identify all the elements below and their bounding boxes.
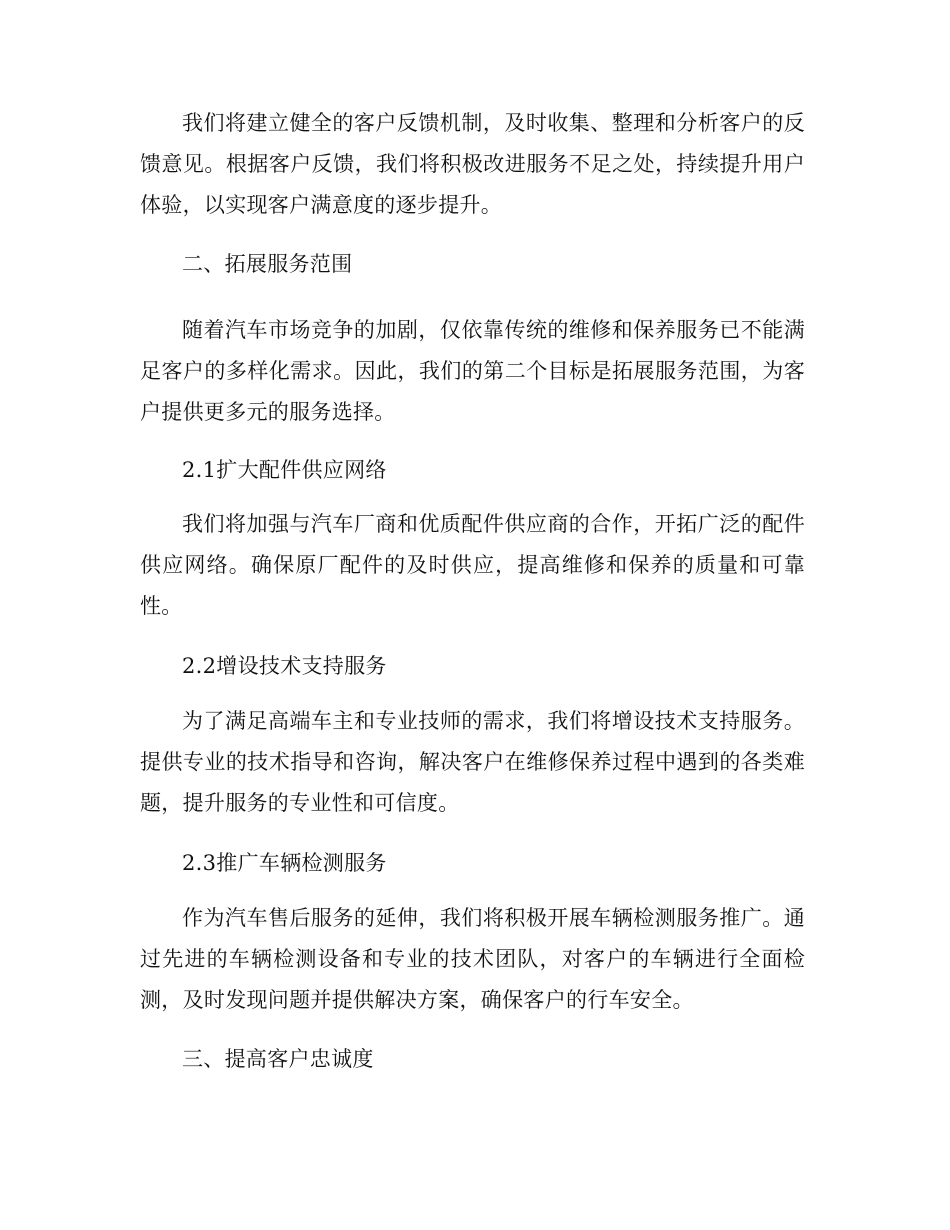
paragraph-parts-network: 我们将加强与汽车厂商和优质配件供应商的合作，开拓广泛的配件供应网络。确保原厂配件的及时供应，提高维修和保养的质量和可靠性。 (140, 512, 805, 618)
subsection-heading-vehicle-inspection: 2.3推广车辆检测服务 (182, 851, 387, 875)
paragraph-vehicle-inspection: 作为汽车售后服务的延伸，我们将积极开展车辆检测服务推广。通过先进的车辆检测设备和专业的技术团队，对客户的车辆进行全面检测，及时发现问题并提供解决方案，确保客户的行车安全。 (140, 906, 805, 1012)
section-heading-expand-services: 二、拓展服务范围 (182, 252, 353, 276)
subsection-heading-tech-support: 2.2增设技术支持服务 (182, 654, 387, 678)
paragraph-tech-support: 为了满足高端车主和专业技师的需求，我们将增设技术支持服务。提供专业的技术指导和咨询，解决客户在维修保养过程中遇到的各类难题，提升服务的专业性和可信度。 (140, 709, 805, 815)
paragraph-feedback-mechanism: 我们将建立健全的客户反馈机制，及时收集、整理和分析客户的反馈意见。根据客户反馈，我们将积极改进服务不足之处，持续提升用户体验，以实现客户满意度的逐步提升。 (140, 111, 805, 217)
paragraph-expand-services: 随着汽车市场竞争的加剧，仅依靠传统的维修和保养服务已不能满足客户的多样化需求。因此，我们的第二个目标是拓展服务范围，为客户提供更多元的服务选择。 (140, 318, 805, 424)
section-heading-customer-loyalty: 三、提高客户忠诚度 (182, 1047, 374, 1071)
subsection-heading-parts-network: 2.1扩大配件供应网络 (182, 458, 387, 482)
